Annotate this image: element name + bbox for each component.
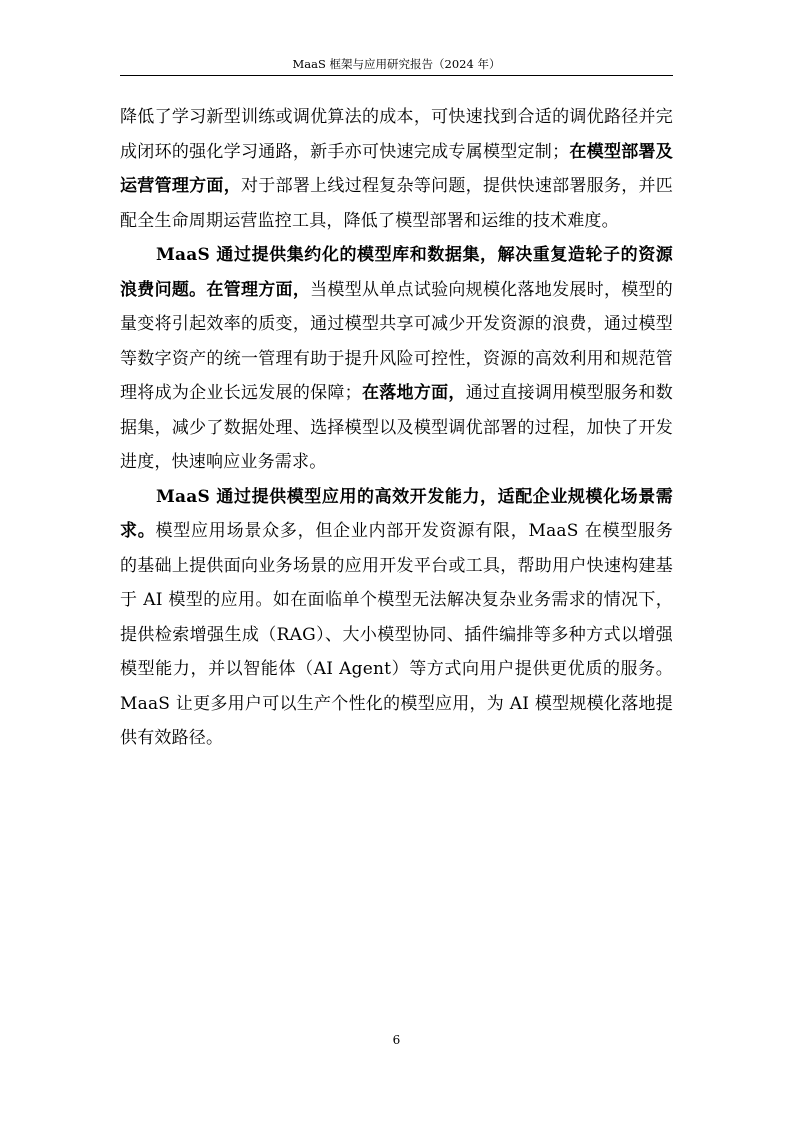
paragraph-2-run-3-bold: 在落地方面， (361, 383, 466, 403)
paragraph-2-run-2: 当模型从单点试验向规模化落地发展时，模型的量变将引起效率的质变，通过模型共享可减少开发资源的浪费，通过模型等数字资产的统一管理有助于提升风险可控性，资源的高效利用和规范管理将成为企业长远发展的保障； (120, 279, 673, 403)
paragraph-1-run-1: 降低了学习新型训练或调优算法的成本，可快速找到合适的调优路径并完成闭环的强化学习通路，新手亦可快速完成专属模型定制； (120, 107, 673, 162)
paragraph-2-run-4: 通过直接调用模型服务和数据集，减少了数据处理、选择模型以及模型调优部署的过程，加快了开发进度，快速响应业务需求。 (120, 383, 674, 472)
paragraph-3-run-2: 模型应用场景众多，但企业内部开发资源有限，MaaS 在模型服务的基础上提供面向业务场景的应用开发平台或工具，帮助用户快速构建基于 AI 模型的应用。如在面临单个模型无法解决复杂业务需求的情况下，提供检索增强生成（RAG）、大小模型协同、插件编排等多种方式以增强模型能力，并以智能体（AI Agent）等方式向用户提供更优质的服务。MaaS 让更多用户可以生产个性化的模型应用，为 AI 模型规模化落地提供有效路径。 (120, 521, 673, 748)
paragraph-3 (120, 480, 673, 756)
paragraph-2-run-1-bold: MaaS 通过提供集约化的模型库和数据集，解决重复造轮子的资源浪费问题。在管理方面， (120, 245, 673, 300)
paragraph-1-run-3: 对于部署上线过程复杂等问题，提供快速部署服务，并匹配全生命周期运营监控工具，降低了模型部署和运维的技术难度。 (120, 176, 674, 231)
paragraph-2 (120, 238, 673, 480)
header-rule (120, 75, 673, 76)
page-number: 6 (392, 1033, 401, 1047)
paragraph-3-run-1-bold: MaaS 通过提供模型应用的高效开发能力，适配企业规模化场景需求。 (120, 486, 673, 541)
paragraph-1-run-2-bold: 在模型部署及运营管理方面， (120, 141, 673, 196)
paragraph-1 (120, 100, 673, 238)
running-header: MaaS 框架与应用研究报告（2024 年） (292, 57, 501, 71)
body-text (120, 100, 673, 756)
